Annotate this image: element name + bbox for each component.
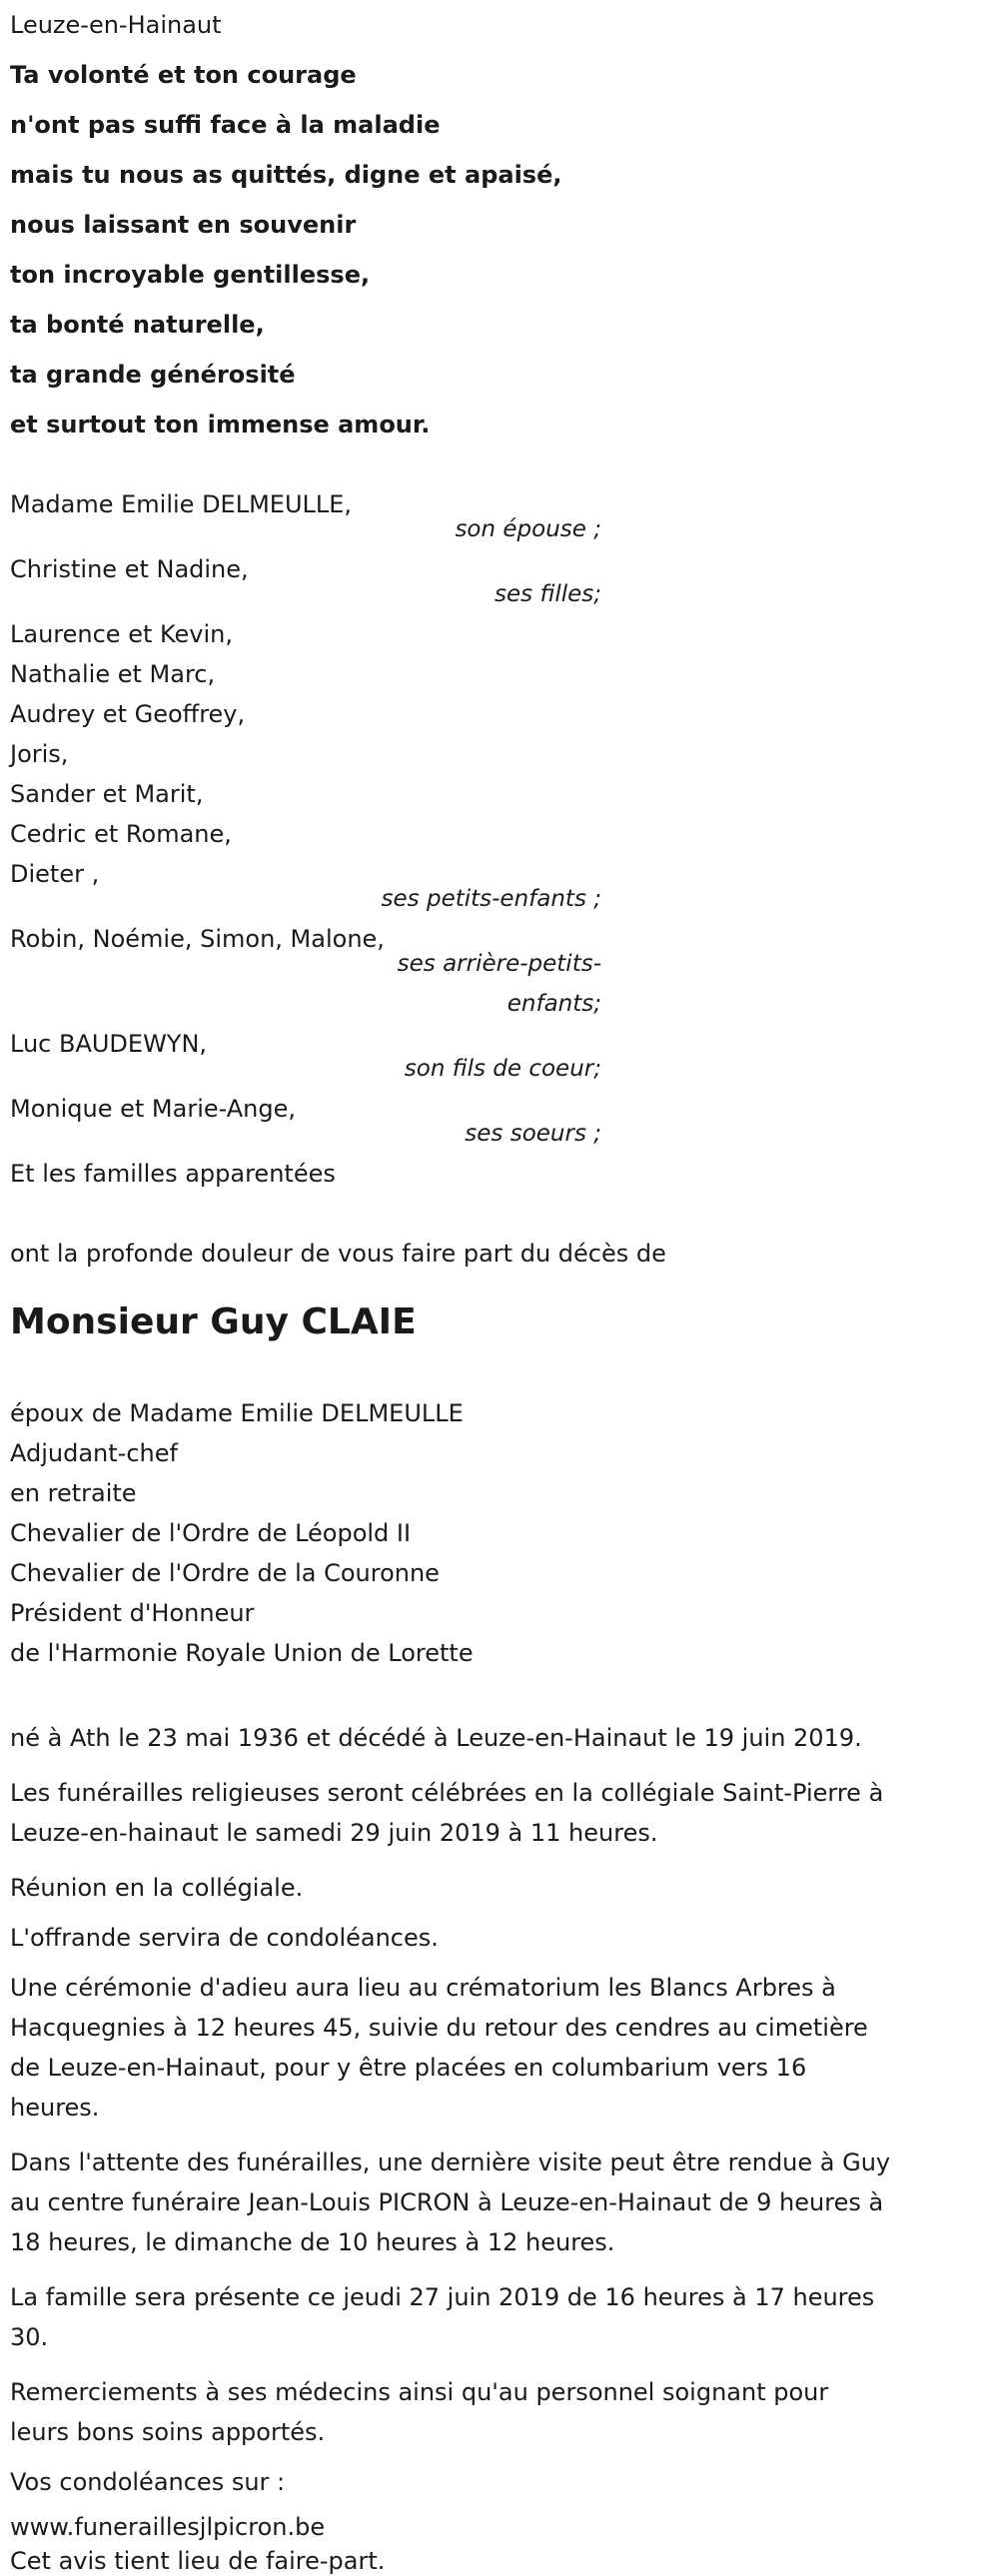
grandchild-name: Audrey et Geoffrey, (10, 700, 246, 728)
great-grandchildren-role: ses arrière-petits- (397, 951, 601, 977)
condolences-label: Vos condoléances sur : (10, 2468, 286, 2496)
sisters-role: ses soeurs ; (465, 1121, 601, 1147)
deceased-title: Président d'Honneur (10, 1599, 255, 1627)
sisters-names: Monique et Marie-Ange, (10, 1095, 297, 1123)
funeral-text: Leuze-en-hainaut le samedi 29 juin 2019 à 11 heures. (10, 1819, 658, 1847)
family-presence-text: 30. (10, 2323, 49, 2351)
grandchild-name: Nathalie et Marc, (10, 660, 216, 688)
grandchild-name: Dieter , (10, 860, 100, 888)
great-grandchildren-names: Robin, Noémie, Simon, Malone, (10, 925, 385, 953)
announcement-text: ont la profonde douleur de vous faire part du décès de (10, 1240, 666, 1268)
great-grandchildren-role: enfants; (506, 991, 601, 1017)
offering-text: L'offrande servira de condoléances. (10, 1924, 439, 1952)
deceased-name: Monsieur Guy CLAIE (10, 1301, 417, 1342)
poem-line: ta bonté naturelle, (10, 311, 265, 339)
meeting-text: Réunion en la collégiale. (10, 1874, 304, 1902)
poem-line: Ta volonté et ton courage (10, 61, 357, 89)
poem-line: n'ont pas suffi face à la maladie (10, 111, 441, 139)
daughters-names: Christine et Nadine, (10, 555, 249, 583)
deceased-title: en retraite (10, 1479, 137, 1507)
spouse-role: son épouse ; (455, 516, 601, 542)
deceased-title: époux de Madame Emilie DELMEULLE (10, 1399, 464, 1427)
family-presence-text: La famille sera présente ce jeudi 27 juin 2019 de 16 heures à 17 heures (10, 2283, 875, 2311)
grandchild-name: Sander et Marit, (10, 780, 204, 808)
website-link[interactable]: www.funeraillesjlpicron.be (10, 2513, 326, 2541)
deceased-title: de l'Harmonie Royale Union de Lorette (10, 1639, 474, 1667)
grandchild-name: Joris, (10, 740, 69, 768)
poem-line: nous laissant en souvenir (10, 211, 357, 239)
visit-text: 18 heures, le dimanche de 10 heures à 12 heures. (10, 2228, 615, 2256)
visit-text: Dans l'attente des funérailles, une dernière visite peut être rendue à Guy (10, 2148, 891, 2176)
funeral-text: Les funérailles religieuses seront célébrées en la collégiale Saint-Pierre à (10, 1779, 884, 1807)
thanks-text: leurs bons soins apportés. (10, 2418, 326, 2446)
closing-text: Cet avis tient lieu de faire-part. (10, 2547, 386, 2575)
location-text: Leuze-en-Hainaut (10, 11, 222, 39)
poem-line: et surtout ton immense amour. (10, 411, 431, 438)
daughters-role: ses filles; (495, 581, 601, 607)
grandchildren-role: ses petits-enfants ; (381, 886, 601, 912)
poem-line: ta grande générosité (10, 361, 296, 389)
visit-text: au centre funéraire Jean-Louis PICRON à Leuze-en-Hainaut de 9 heures à (10, 2188, 884, 2216)
ceremony-text: heures. (10, 2094, 100, 2122)
poem-line: mais tu nous as quittés, digne et apaisé, (10, 161, 562, 189)
ceremony-text: de Leuze-en-Hainaut, pour y être placées en columbarium vers 16 (10, 2054, 807, 2082)
ceremony-text: Hacquegnies à 12 heures 45, suivie du retour des cendres au cimetière (10, 2014, 868, 2042)
deceased-title: Adjudant-chef (10, 1439, 178, 1467)
relatives-text: Et les familles apparentées (10, 1160, 336, 1188)
poem-line: ton incroyable gentillesse, (10, 261, 371, 289)
thanks-text: Remerciements à ses médecins ainsi qu'au personnel soignant pour (10, 2378, 829, 2406)
deceased-title: Chevalier de l'Ordre de la Couronne (10, 1559, 440, 1587)
spouse-name: Madame Emilie DELMEULLE, (10, 490, 353, 518)
deceased-title: Chevalier de l'Ordre de Léopold II (10, 1519, 412, 1547)
grandchild-name: Cedric et Romane, (10, 820, 232, 848)
grandchild-name: Laurence et Kevin, (10, 620, 234, 648)
heart-son-role: son fils de coeur; (404, 1056, 601, 1082)
heart-son-name: Luc BAUDEWYN, (10, 1030, 208, 1058)
ceremony-text: Une cérémonie d'adieu aura lieu au crématorium les Blancs Arbres à (10, 1974, 836, 2002)
birth-death-text: né à Ath le 23 mai 1936 et décédé à Leuze-en-Hainaut le 19 juin 2019. (10, 1724, 862, 1752)
